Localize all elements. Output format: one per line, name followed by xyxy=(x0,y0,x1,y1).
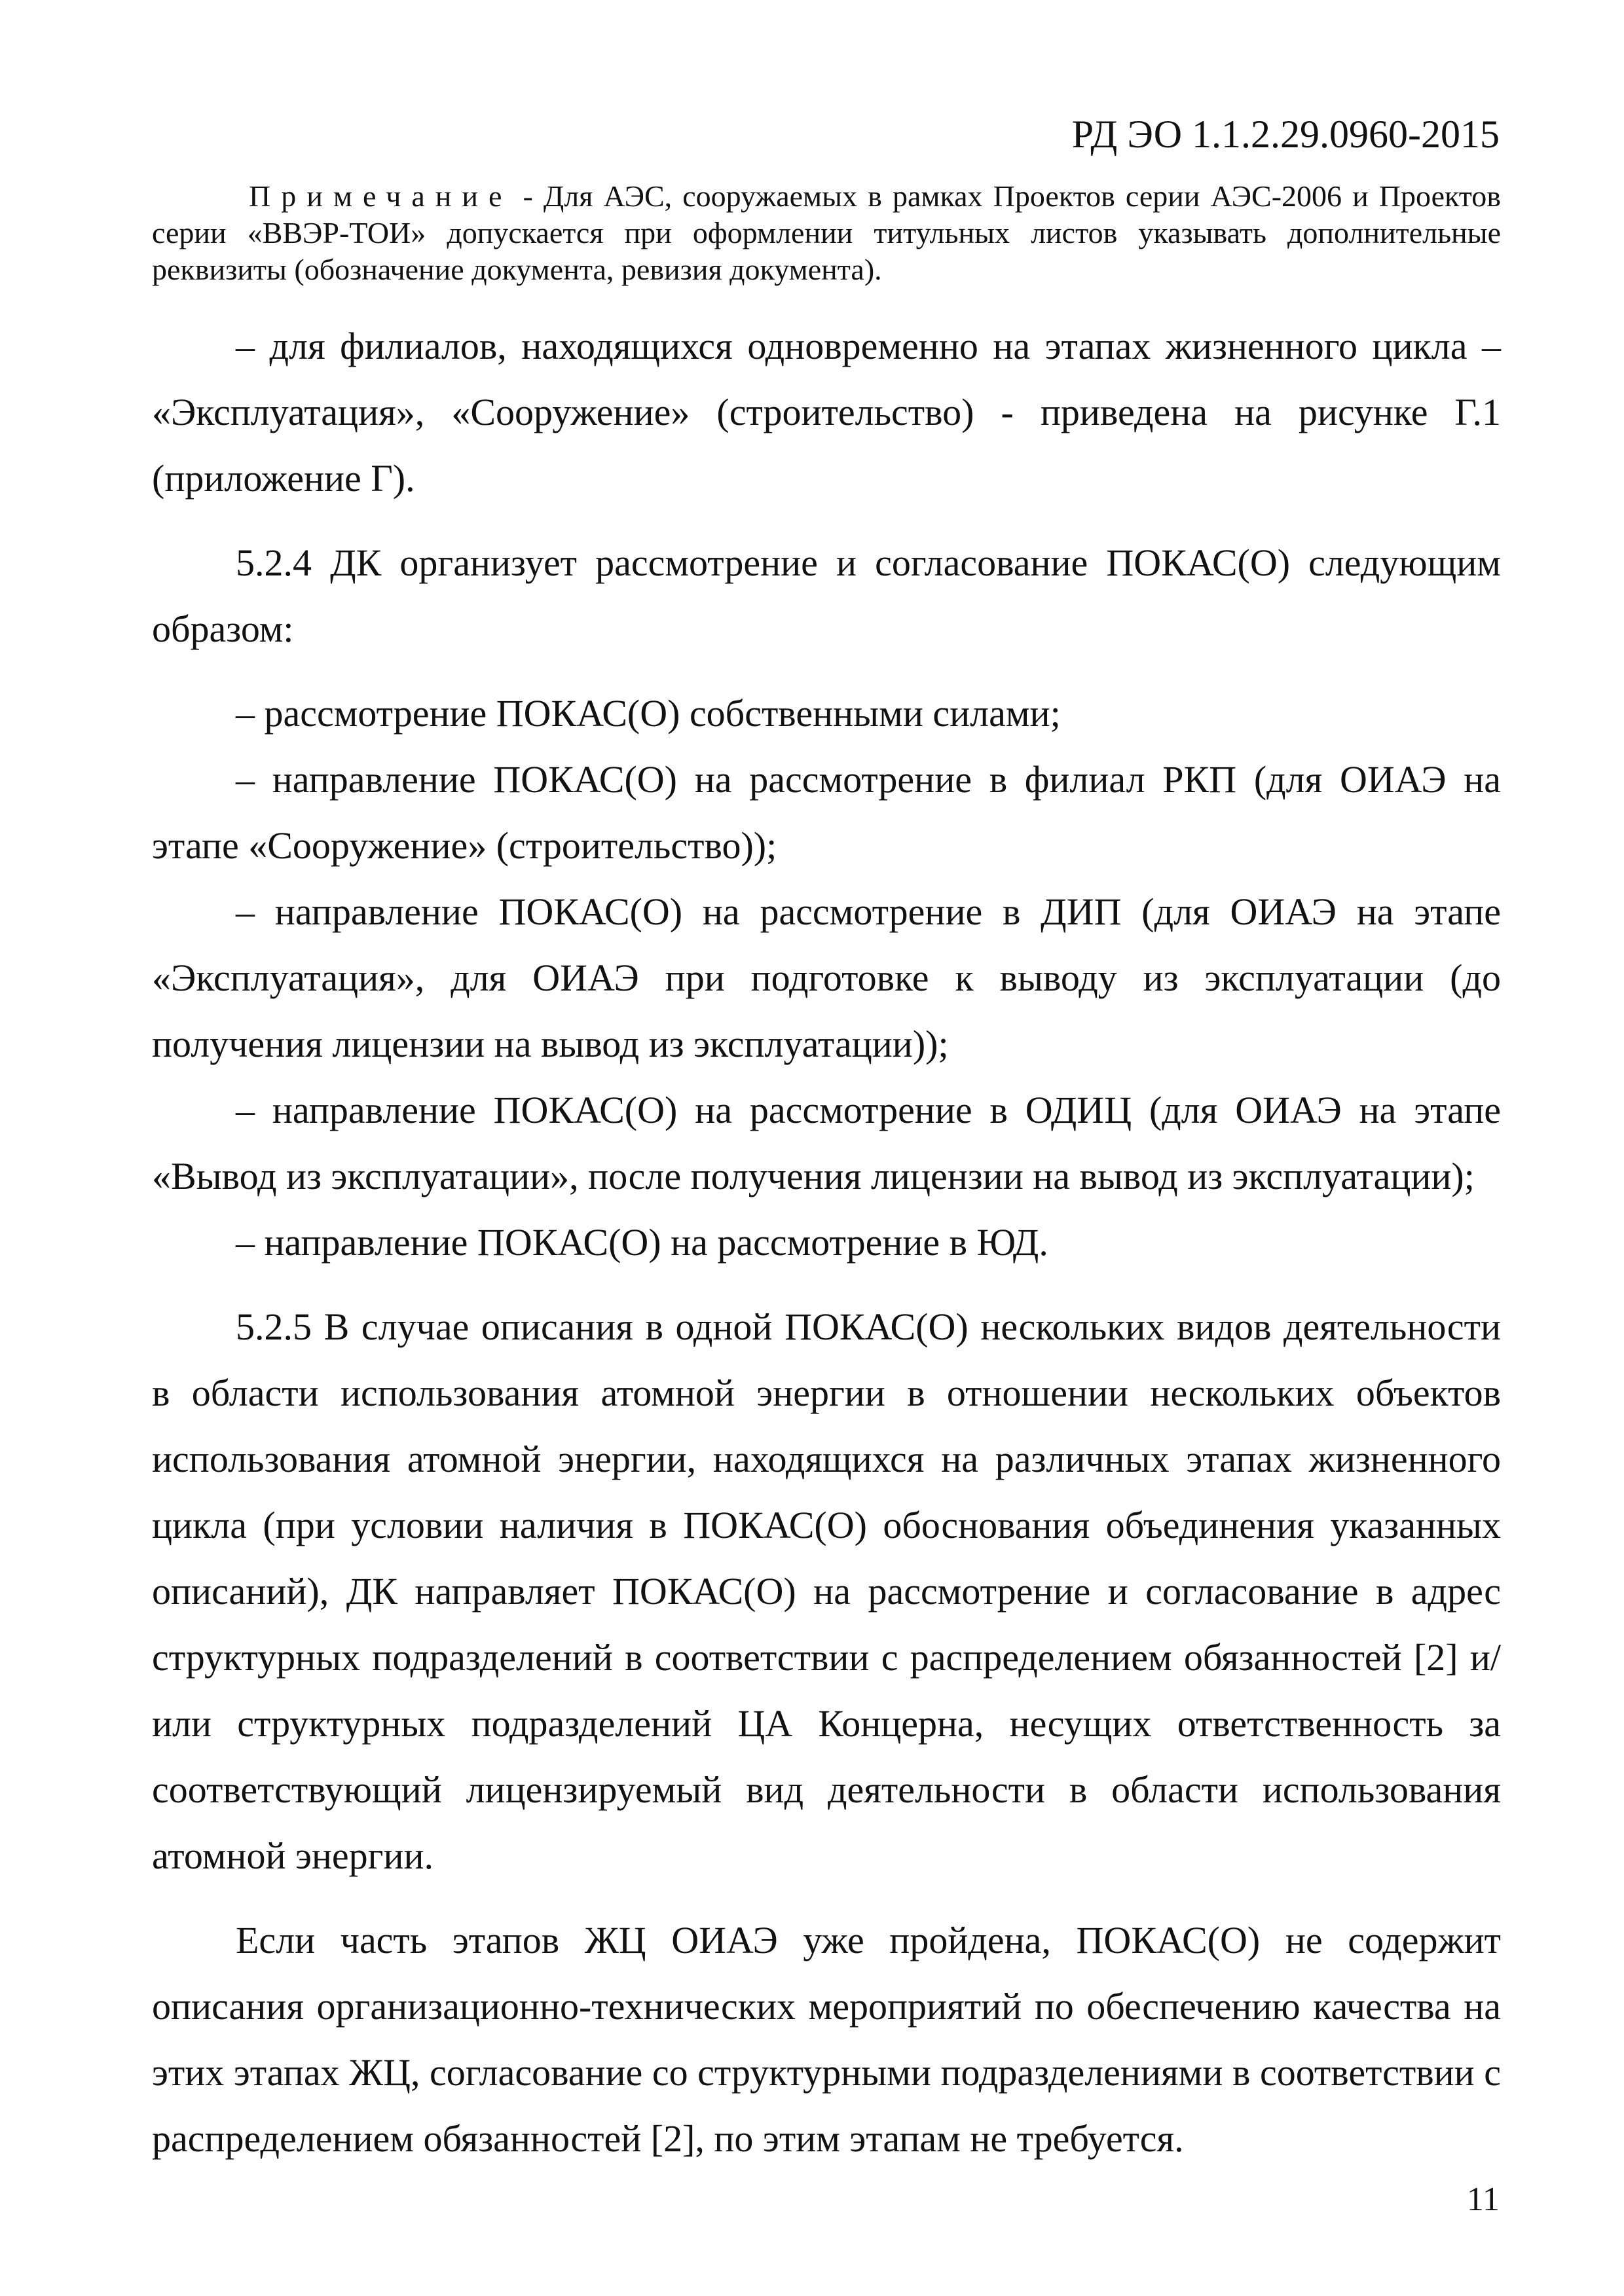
list-item-rkp-review: – направление ПОКАС(О) на рассмотрение в филиал РКП (для ОИАЭ на этапе «Сооружение» (строительство)); xyxy=(152,758,1501,867)
document-code: РД ЭО 1.1.2.29.0960-2015 xyxy=(1071,113,1500,156)
list-item-dip-review: – направление ПОКАС(О) на рассмотрение в ДИП (для ОИАЭ на этапе «Эксплуатация», для ОИАЭ при подготовке к выводу из эксплуатации (до получения лицензии на вывод из эксплуатации)); xyxy=(152,890,1501,1065)
list-item-odic-review: – направление ПОКАС(О) на рассмотрение в ОДИЦ (для ОИАЭ на этапе «Вывод из эксплуатации», после получения лицензии на вывод из эксплуатации); xyxy=(152,1089,1501,1197)
body-text xyxy=(152,313,1501,2172)
note xyxy=(152,178,1501,288)
page-number: 11 xyxy=(1466,2181,1500,2218)
paragraph-completed-stages: Если часть этапов ЖЦ ОИАЭ уже пройдена, ПОКАС(О) не содержит описания организационно-технических мероприятий по обеспечению качества на этих этапах ЖЦ, согласование со структурными подразделениями в соответствии с распределением обязанностей [2], по этим этапам не требуется. xyxy=(152,1919,1501,2160)
paragraph-5-2-4: 5.2.4 ДК организует рассмотрение и согласование ПОКАС(О) следующим образом: xyxy=(152,541,1501,650)
paragraph-5-2-5: 5.2.5 В случае описания в одной ПОКАС(О) нескольких видов деятельности в области использования атомной энергии в отношении нескольких объектов использования атомной энергии, находящихся на различных этапах жизненного цикла (при условии наличия в ПОКАС(О) обоснования объединения указанных описаний), ДК направляет ПОКАС(О) на рассмотрение и согласование в адрес структурных подразделений в соответствии с распределением обязанностей [2] и/или структурных подразделений ЦА Концерна, несущих ответственность за соответствующий лицензируемый вид деятельности в области использования атомной энергии. xyxy=(152,1305,1501,1877)
paragraph-branches-stages: – для филиалов, находящихся одновременно на этапах жизненного цикла – «Эксплуатация», «Сооружение» (строительство) - приведена на рисунке Г.1 (приложение Г). xyxy=(152,325,1501,500)
note-text: - Для АЭС, сооружаемых в рамках Проектов серии АЭС-2006 и Проектов серии «ВВЭР-ТОИ» допускается при оформлении титульных листов указывать дополнительные реквизиты (обозначение документа, ревизия документа). xyxy=(152,179,1501,286)
note-label: Примечание xyxy=(249,179,513,213)
list-item-yud-review: – направление ПОКАС(О) на рассмотрение в ЮД. xyxy=(236,1221,1048,1264)
list-item-own-review: – рассмотрение ПОКАС(О) собственными силами; xyxy=(236,692,1061,735)
